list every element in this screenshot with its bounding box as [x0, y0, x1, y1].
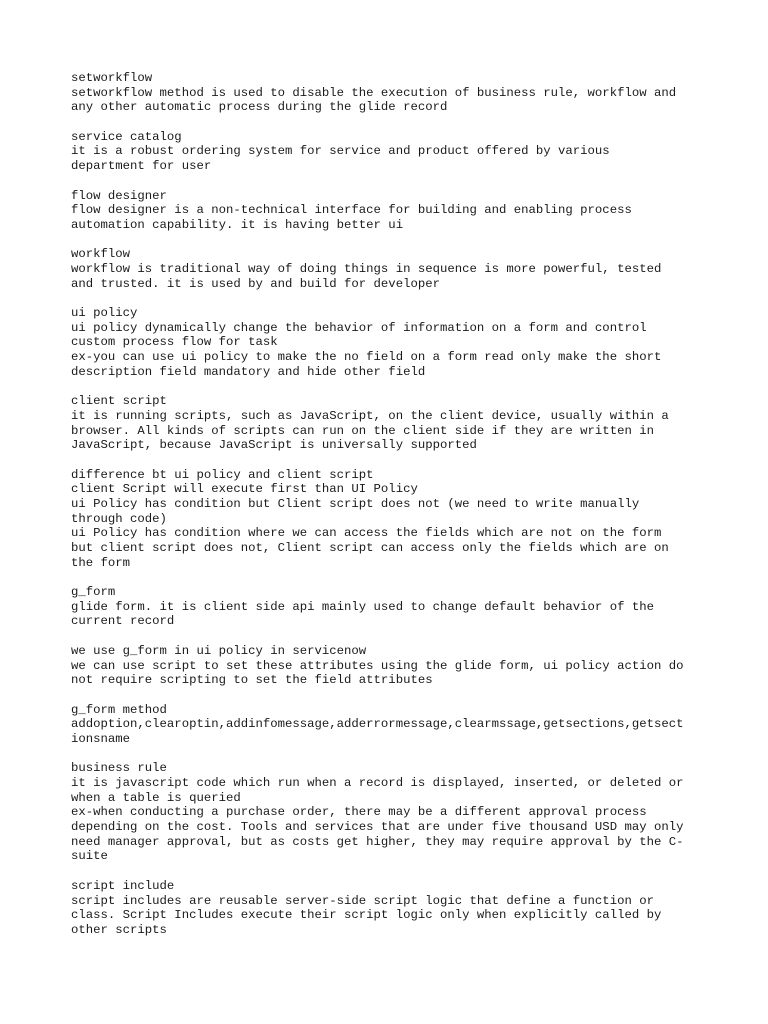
text-line: it is running scripts, such as JavaScript, on the client device, usually within a: [71, 408, 669, 423]
text-line: custom process flow for task: [71, 335, 278, 350]
section-ui-policy: [71, 306, 701, 379]
section-setworkflow: [71, 71, 701, 115]
text-line: automation capability. it is having better ui: [71, 217, 404, 232]
document-body: [71, 71, 701, 952]
text-line: need manager approval, but as costs get higher, they may require approval by the C-: [71, 834, 684, 849]
section-title: service catalog: [71, 129, 182, 144]
text-line: addoption,clearoptin,addinfomessage,adderrormessage,clearmssage,getsections,getsect: [71, 717, 684, 732]
text-line: not require scripting to set the field attributes: [71, 673, 433, 688]
section-business-rule: [71, 761, 701, 864]
text-line: and trusted. it is used by and build for developer: [71, 276, 440, 291]
section-title: workflow: [71, 247, 131, 262]
text-line: glide form. it is client side api mainly used to change default behavior of the: [71, 599, 654, 614]
text-line: through code): [71, 511, 167, 526]
section-script-include: [71, 879, 701, 938]
text-line: it is javascript code which run when a record is displayed, inserted, or deleted or: [71, 776, 684, 790]
text-line: flow designer is a non-technical interface for building and enabling process: [71, 203, 632, 218]
text-line: other scripts: [71, 922, 167, 937]
text-line: class. Script Includes execute their script logic only when explicitly called by: [71, 908, 662, 923]
text-line: suite: [71, 849, 108, 864]
text-line: but client script does not, Client script can access only the fields which are on: [71, 541, 669, 555]
text-line: workflow is traditional way of doing things in sequence is more powerful, tested: [71, 261, 662, 276]
section-title: g_form: [71, 585, 116, 600]
section-title: difference bt ui policy and client script: [71, 467, 374, 482]
section-workflow: [71, 247, 701, 291]
section-title: g_form method: [71, 702, 167, 717]
text-line: ui Policy has condition but Client script does not (we need to write manually: [71, 496, 640, 511]
section-flow-designer: [71, 189, 701, 233]
text-line: ui policy dynamically change the behavior of information on a form and control: [71, 320, 647, 335]
section-title: we use g_form in ui policy in servicenow: [71, 643, 367, 658]
section-title: business rule: [71, 761, 167, 776]
text-line: browser. All kinds of scripts can run on the client side if they are written in: [71, 423, 654, 438]
section-g-form: [71, 585, 701, 629]
text-line: current record: [71, 614, 175, 629]
section-title: client script: [71, 394, 167, 409]
section-service-catalog: [71, 130, 701, 174]
text-line: when a table is queried: [71, 790, 241, 805]
text-line: JavaScript, because JavaScript is universally supported: [71, 438, 477, 453]
text-line: script includes are reusable server-side script logic that define a function or: [71, 893, 654, 908]
text-line: it is a robust ordering system for service and product offered by various: [71, 144, 610, 159]
section-g-form-method: [71, 703, 701, 747]
section-title: flow designer: [71, 188, 167, 203]
text-line: depending on the cost. Tools and services that are under five thousand USD may only: [71, 820, 684, 835]
text-line: any other automatic process during the glide record: [71, 100, 448, 115]
section-difference: [71, 468, 701, 571]
section-title: script include: [71, 878, 175, 893]
section-client-script: [71, 394, 701, 453]
text-line: ex-when conducting a purchase order, there may be a different approval process: [71, 805, 647, 820]
text-line: client Script will execute first than UI Policy: [71, 482, 418, 497]
text-line: department for user: [71, 159, 212, 174]
section-title: ui policy: [71, 306, 138, 320]
text-line: we can use script to set these attributes using the glide form, ui policy action do: [71, 658, 684, 673]
text-line: the form: [71, 555, 131, 570]
section-g-form-in-ui-policy: [71, 644, 701, 688]
text-line: ui Policy has condition where we can access the fields which are not on the form: [71, 526, 662, 541]
text-line: ionsname: [71, 731, 131, 746]
text-line: ex-you can use ui policy to make the no field on a form read only make the short: [71, 350, 662, 365]
section-title: setworkflow: [71, 71, 153, 85]
text-line: description field mandatory and hide other field: [71, 364, 426, 379]
text-line: setworkflow method is used to disable the execution of business rule, workflow and: [71, 85, 677, 100]
